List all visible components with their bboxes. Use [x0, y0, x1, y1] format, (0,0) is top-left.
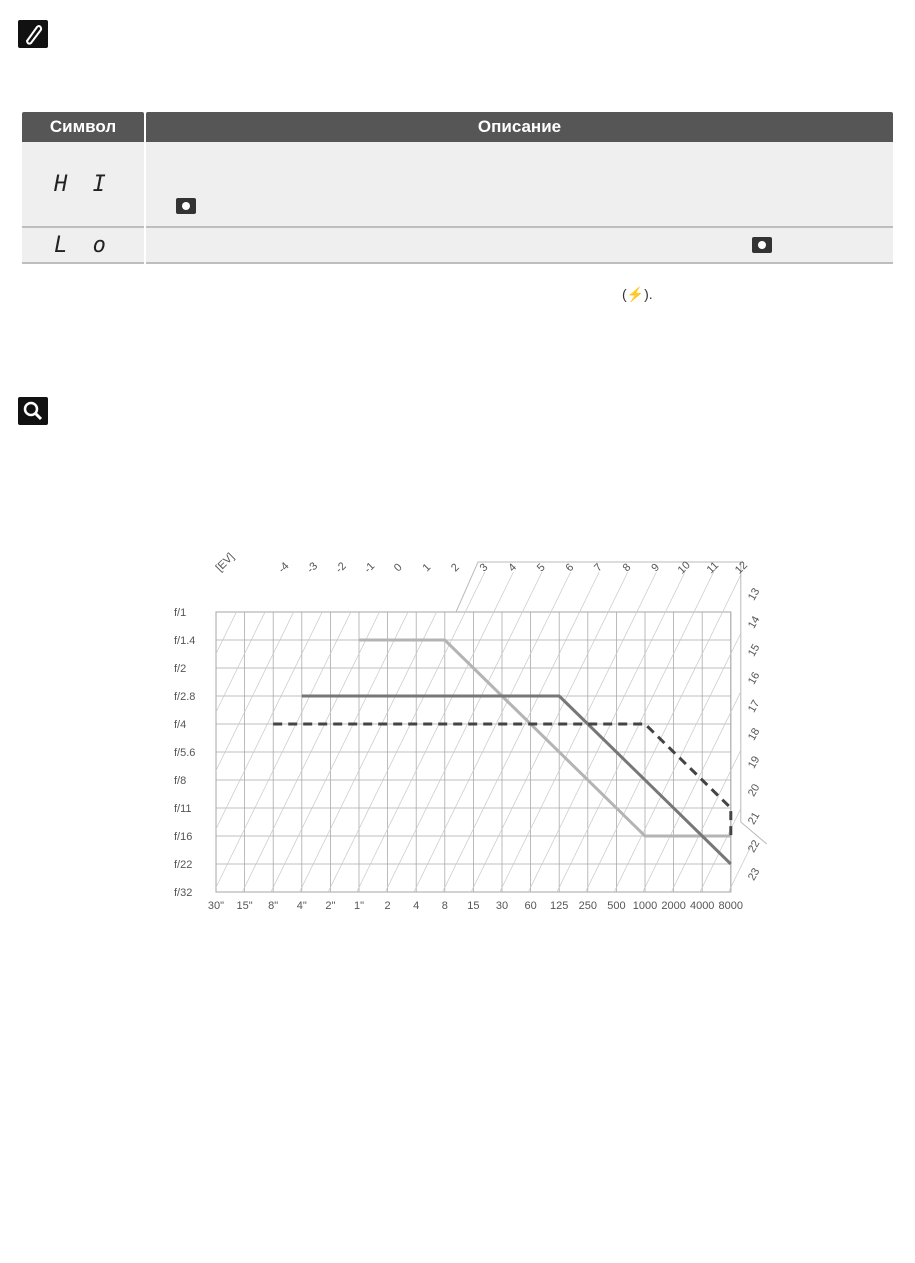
ev-top-label: 12 — [732, 559, 751, 577]
x-tick-label: 4 — [413, 900, 420, 912]
x-tick-label: 125 — [550, 900, 569, 912]
ev-diagonal — [160, 572, 170, 892]
ev-right-label: 17 — [745, 698, 763, 715]
ev-top-label: 7 — [592, 561, 605, 575]
ev-diagonal — [160, 572, 199, 892]
ev-right-label: 18 — [745, 726, 763, 743]
ev-top-label: 0 — [391, 561, 405, 575]
ev-diagonal — [328, 572, 485, 892]
flash-note: (⚡). — [622, 286, 653, 302]
y-tick-label: f/32 — [174, 887, 193, 899]
x-tick-label: 8 — [441, 900, 448, 912]
ev-right-label: 16 — [745, 670, 763, 687]
y-tick-label: f/1.4 — [174, 635, 196, 647]
ev-diagonal — [614, 572, 771, 892]
x-tick-label: 1000 — [632, 900, 658, 912]
symbol-table — [20, 112, 895, 264]
y-tick-label: f/16 — [174, 831, 193, 843]
ev-diagonal — [528, 572, 685, 892]
magnifier-icon — [18, 397, 48, 425]
ev-diagonal — [385, 572, 542, 892]
ev-top-label: -3 — [304, 560, 321, 576]
y-tick-label: f/2 — [174, 663, 187, 675]
x-tick-label: 250 — [578, 900, 597, 912]
x-tick-label: 2000 — [661, 900, 686, 912]
ev-top-label: 1 — [420, 561, 434, 575]
table-row — [22, 142, 893, 228]
ev-diagonal — [160, 572, 313, 892]
program-line-solid-light — [359, 640, 731, 836]
ev-diagonal — [185, 572, 342, 892]
ev-right-label: 21 — [745, 810, 763, 827]
table-header-description: Описание — [146, 112, 893, 142]
ev-top-label: 11 — [704, 559, 722, 577]
ev-top-label: 6 — [563, 561, 577, 575]
ev-label: [EV] — [213, 550, 237, 575]
ev-right-label: 19 — [745, 754, 763, 771]
ev-diagonal — [160, 572, 227, 892]
table-header-symbol: Символ — [22, 112, 144, 142]
ev-right-label: 23 — [745, 866, 763, 883]
ev-right-label: 14 — [745, 614, 763, 631]
ev-right-label: 13 — [745, 586, 763, 603]
description-cell — [146, 142, 893, 228]
y-tick-label: f/1 — [174, 607, 187, 619]
eye-warning-icon — [176, 198, 196, 214]
ev-top-label: 2 — [449, 561, 462, 575]
ev-top-label: -1 — [361, 560, 378, 576]
x-tick-label: 1" — [353, 900, 365, 912]
ev-top-label: -2 — [333, 560, 349, 576]
y-tick-label: f/8 — [174, 775, 187, 787]
y-tick-label: f/4 — [174, 719, 187, 731]
ev-diagonal — [214, 572, 371, 892]
eye-warning-icon — [752, 237, 772, 253]
ev-diagonal — [300, 572, 457, 892]
ev-diagonal — [414, 572, 571, 892]
ev-diagonal — [586, 572, 743, 892]
y-tick-label: f/5.6 — [174, 747, 196, 759]
ev-diagonal — [160, 572, 256, 892]
ev-top-label: 10 — [675, 559, 693, 577]
y-tick-label: f/11 — [174, 803, 192, 815]
x-tick-label: 500 — [607, 900, 626, 912]
ev-top-label: 3 — [477, 561, 491, 575]
ev-top-label: 8 — [620, 561, 634, 575]
ev-diagonal — [643, 572, 800, 892]
ev-top-label: 9 — [649, 561, 663, 575]
x-tick-label: 8" — [268, 900, 279, 912]
x-tick-label: 4" — [296, 900, 307, 912]
x-tick-label: 4000 — [689, 900, 715, 912]
ev-diagonal — [729, 572, 800, 892]
x-tick-label: 15 — [467, 900, 480, 912]
x-tick-label: 30 — [495, 900, 509, 912]
symbol-lo: L o — [54, 232, 112, 258]
exposure-program-chart — [160, 540, 800, 920]
x-tick-label: 30" — [207, 900, 225, 912]
ev-diagonal — [471, 572, 628, 892]
x-tick-label: 2" — [325, 900, 336, 912]
description-cell — [146, 228, 893, 264]
ev-diagonal — [242, 572, 399, 892]
ev-diagonal — [500, 572, 657, 892]
ev-diagonal — [671, 572, 800, 892]
ev-right-label: 22 — [745, 838, 763, 855]
x-tick-label: 15" — [236, 900, 253, 912]
ev-right-label: 15 — [745, 642, 763, 659]
table-row — [22, 228, 893, 264]
x-tick-label: 8000 — [718, 900, 744, 912]
y-tick-label: f/22 — [174, 859, 193, 871]
ev-diagonal — [357, 572, 514, 892]
y-tick-label: f/2.8 — [174, 691, 196, 703]
ev-right-label: 20 — [745, 782, 763, 799]
ev-top-label: 4 — [506, 561, 520, 575]
ev-diagonal — [271, 572, 428, 892]
symbol-cell — [22, 142, 144, 228]
x-tick-label: 2 — [384, 900, 391, 912]
ev-diagonal — [443, 572, 600, 892]
symbol-cell — [22, 228, 144, 264]
x-tick-label: 60 — [524, 900, 537, 912]
pencil-note-icon — [18, 20, 48, 48]
ev-top-label: -4 — [276, 560, 292, 576]
ev-diagonal — [557, 572, 714, 892]
symbol-hi: H I — [54, 171, 112, 197]
ev-top-label: 5 — [534, 561, 548, 575]
